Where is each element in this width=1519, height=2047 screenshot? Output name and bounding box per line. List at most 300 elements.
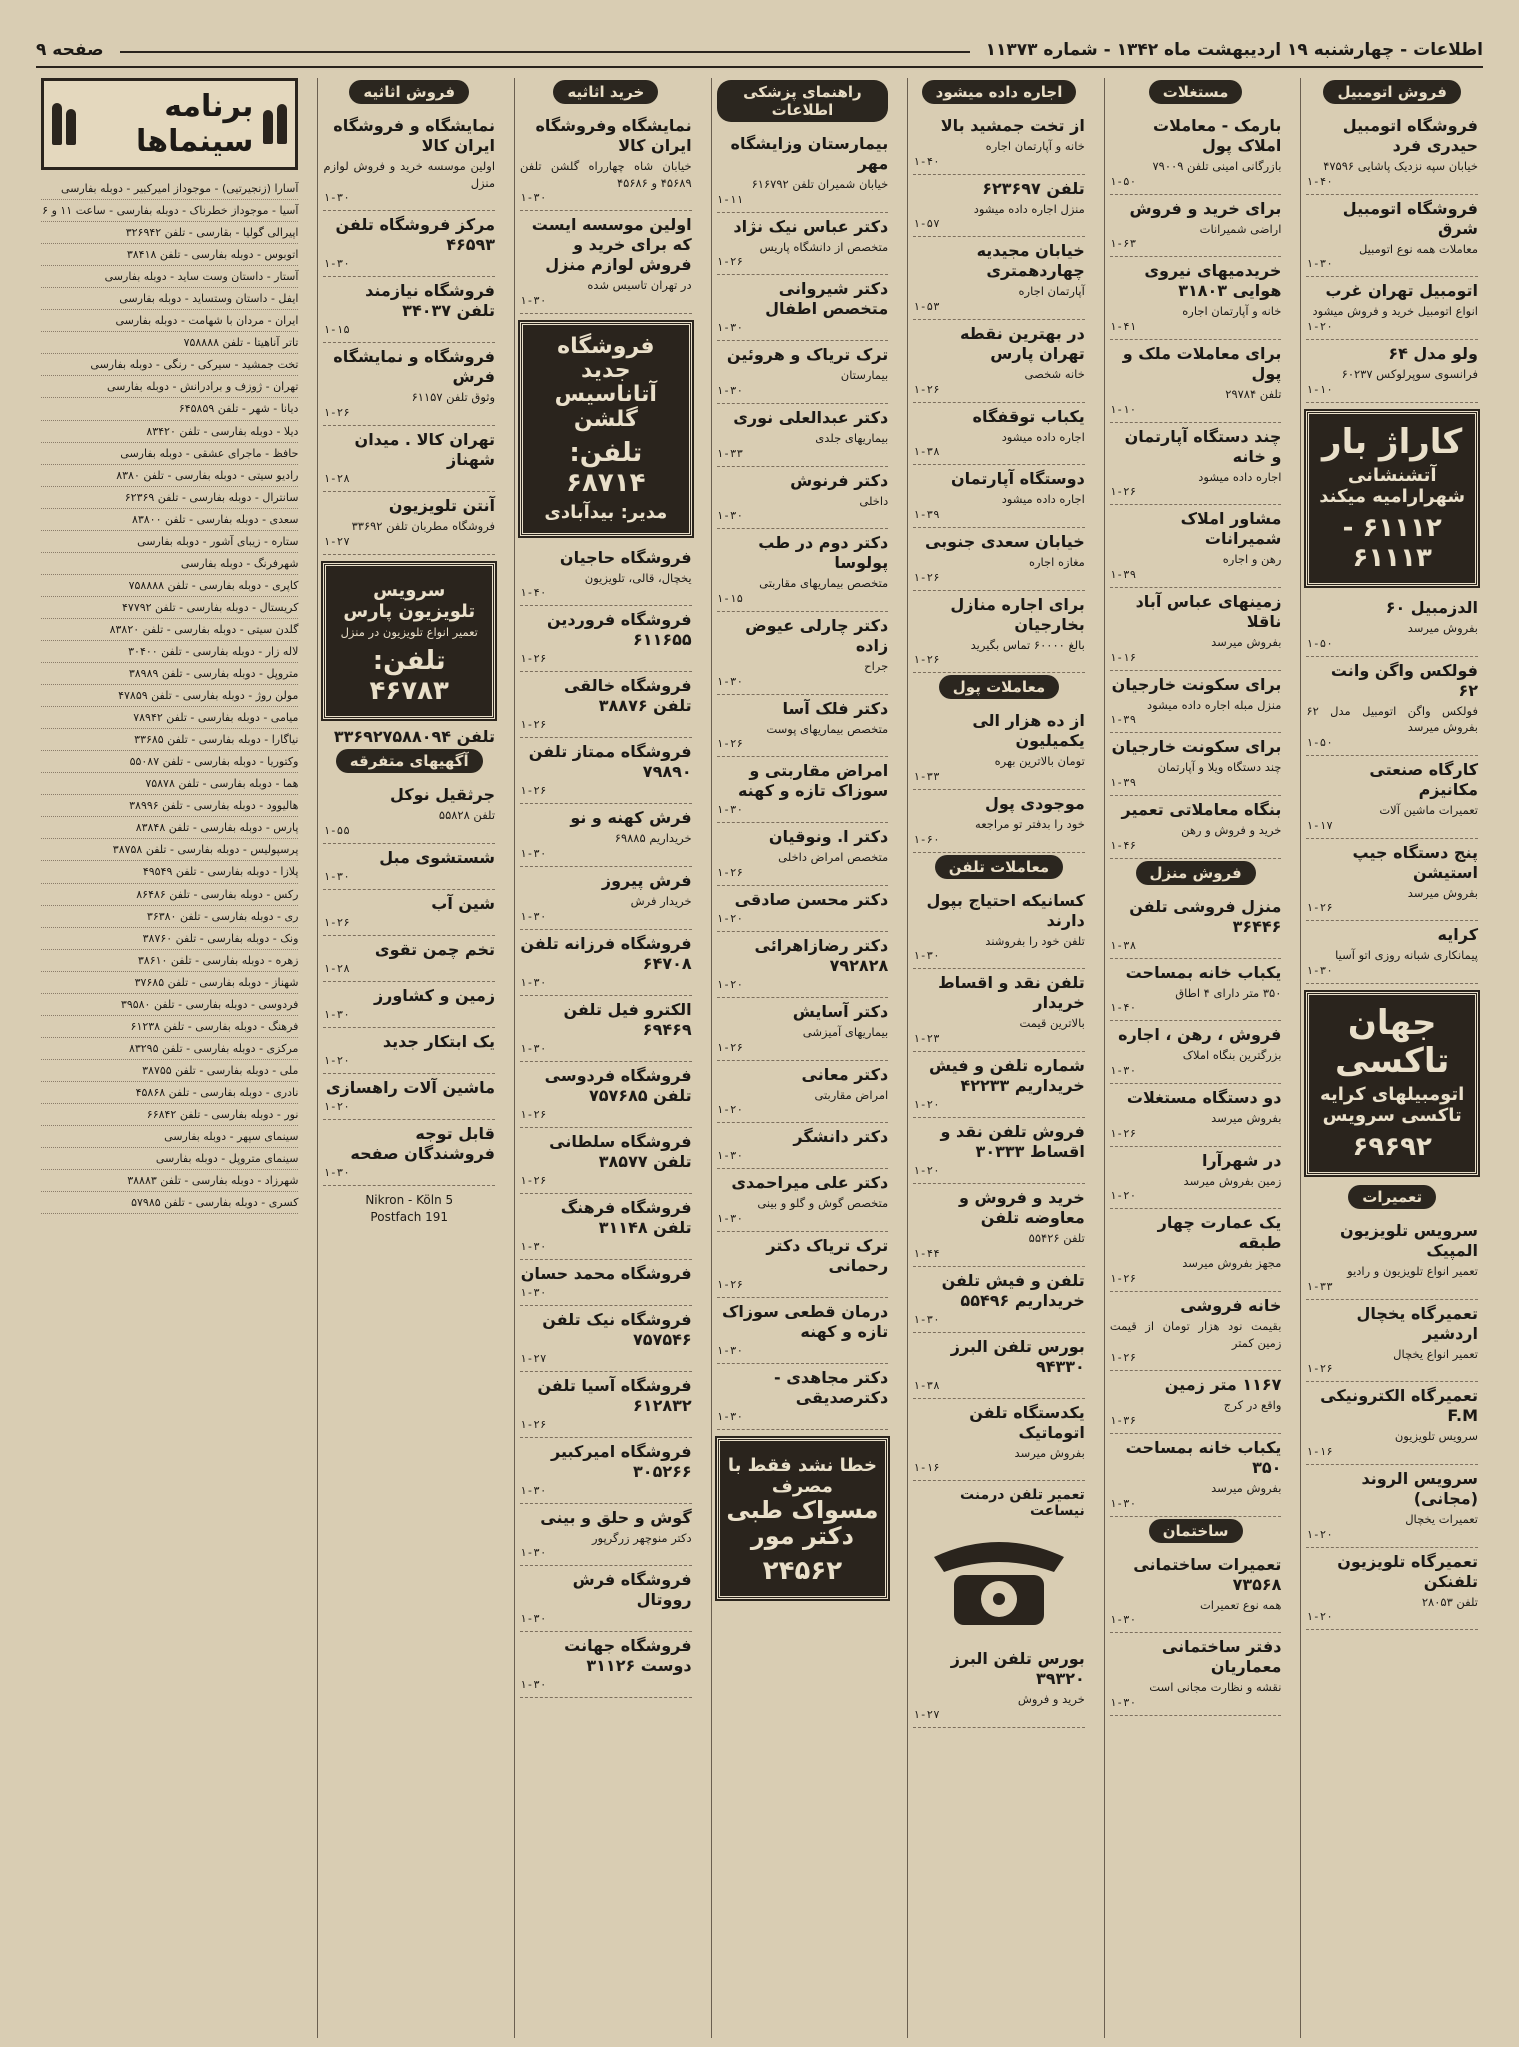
ad-code: ۱-۳۰ bbox=[913, 1312, 940, 1326]
ad-title: یکباب خانه بمساحت bbox=[1125, 962, 1282, 982]
person-icon bbox=[52, 103, 62, 145]
display-ad-phone: ۲۴۵۶۲ bbox=[762, 1555, 843, 1586]
ad-body: فروشگاه مطربان تلفن ۳۳۶۹۲ bbox=[351, 519, 496, 534]
ad-code: ۱-۳۸ bbox=[1109, 938, 1137, 952]
classified-ad bbox=[717, 130, 889, 213]
cinema-listing: ری - دوبله بفارسی - تلفن ۳۶۳۸۰ bbox=[41, 906, 298, 928]
ad-code: ۱-۳۰ bbox=[520, 1483, 547, 1497]
ad-code: ۱-۳۰ bbox=[520, 847, 547, 861]
ad-title: تهران کالا . میدان شهناز bbox=[354, 430, 496, 470]
classified-ad bbox=[1110, 588, 1282, 671]
classified-ad bbox=[520, 1194, 692, 1260]
classified-ad bbox=[1306, 921, 1478, 984]
ad-code: ۱-۳۰ bbox=[716, 509, 744, 523]
ad-body: داخلی bbox=[859, 493, 889, 508]
ad-title: امراض مقاربتی و سوزاک تازه و کهنه bbox=[737, 761, 889, 801]
cinema-listing: فرهنگ - دوبله بفارسی - تلفن ۶۱۲۳۸ bbox=[41, 1016, 298, 1038]
classified-ad bbox=[1110, 671, 1282, 734]
ad-body: بفروش میرسد bbox=[1407, 621, 1478, 636]
display-ad-phone: ۶۱۱۱۲ - ۶۱۱۱۳ bbox=[1342, 513, 1442, 574]
ad-code: ۱-۲۶ bbox=[716, 866, 744, 880]
cinema-listing: مولن روژ - دوبله بفارسی - تلفن ۴۷۸۵۹ bbox=[41, 685, 298, 707]
ad-body: آپارتمان اجاره bbox=[1018, 284, 1085, 299]
cinema-listing: پرسپولیس - دوبله بفارسی - تلفن ۳۸۷۵۸ bbox=[41, 839, 298, 861]
ad-code: ۱-۲۰ bbox=[323, 1100, 350, 1114]
ad-body: اراضی شمیرانات bbox=[1199, 221, 1282, 236]
ad-title: در شهرآرا bbox=[1201, 1150, 1282, 1170]
masthead bbox=[36, 40, 1483, 68]
ad-title: فولکس واگن وانت ۶۲ bbox=[1330, 660, 1478, 700]
ad-title: یک ابتکار جدید bbox=[382, 1032, 496, 1052]
ad-body: تعمیر انواع یخچال bbox=[1393, 1346, 1478, 1361]
ad-code: ۱-۲۰ bbox=[716, 1103, 744, 1117]
classified-ad bbox=[520, 996, 692, 1062]
ad-code: ۱-۵۰ bbox=[1109, 174, 1137, 188]
ad-body: انواع اتومبیل خرید و فروش میشود bbox=[1312, 304, 1478, 319]
ad-code: ۱-۱۷ bbox=[1306, 818, 1333, 832]
column-furniture-sale bbox=[317, 78, 500, 2038]
ad-title: اولین موسسه ایست که برای خرید و فروش لوازم منزل bbox=[531, 215, 692, 275]
classified-ad bbox=[717, 529, 889, 612]
ad-title: بیمارستان وزایشگاه مهر bbox=[730, 134, 889, 173]
classified-ad bbox=[913, 591, 1085, 674]
classified-ad bbox=[520, 867, 692, 930]
ad-body: خریداریم ۶۹۸۸۵ bbox=[614, 831, 692, 846]
ad-code: ۱-۲۰ bbox=[913, 1164, 940, 1178]
ad-title: دکتر شیروانی متخصص اطفال bbox=[765, 279, 889, 319]
classified-ad bbox=[717, 341, 889, 404]
person-icon bbox=[66, 109, 76, 145]
ad-title: فروشگاه و نمایشگاه فرش bbox=[333, 347, 496, 387]
ad-code: ۱-۳۰ bbox=[323, 1008, 350, 1022]
telephone-icon bbox=[914, 1527, 1084, 1637]
classified-ad bbox=[1110, 796, 1282, 859]
ad-body: فرانسوی سوپرلوکس ۶۰۲۳۷ bbox=[1341, 367, 1478, 382]
ad-code: ۱-۲۰ bbox=[323, 1054, 350, 1068]
ad-code: ۱-۲۶ bbox=[913, 382, 940, 396]
ad-title: تلفن و فیش تلفن خریداریم ۵۵۴۹۶ bbox=[941, 1270, 1085, 1310]
ad-body: سرویس تلویزیون bbox=[1394, 1429, 1478, 1444]
classified-ad bbox=[913, 1333, 1085, 1399]
ad-title: ترک تریاک و هروئین bbox=[726, 345, 889, 365]
ad-title: بورس تلفن البرز ۹۴۳۳۰ bbox=[950, 1336, 1085, 1376]
phone-repair-caption: تعمیر تلفن درمنت نیساعت bbox=[960, 1487, 1085, 1520]
classified-ad bbox=[1110, 257, 1282, 340]
classified-ad bbox=[717, 213, 889, 276]
classified-ad bbox=[520, 1128, 692, 1194]
classified-ad bbox=[1306, 594, 1478, 657]
cinema-listing: تخت جمشید - سیرکی - رنگی - دوبله بفارسی bbox=[41, 354, 298, 376]
ad-title: برای سکونت خارجیان bbox=[1111, 674, 1282, 694]
ad-code: ۱-۲۶ bbox=[520, 1173, 547, 1187]
classified-ad bbox=[1110, 1371, 1282, 1434]
ad-body: واقع در کرج bbox=[1223, 1398, 1282, 1413]
ad-body: بفروش میرسد bbox=[1211, 1111, 1282, 1126]
cinema-listing: رکس - دوبله بفارسی - تلفن ۸۶۴۸۶ bbox=[41, 884, 298, 906]
ad-title: کسانیکه احتیاج بپول دارند bbox=[926, 890, 1085, 930]
ad-code: ۱-۳۰ bbox=[520, 1285, 547, 1299]
ad-code: ۱-۲۶ bbox=[323, 406, 350, 420]
ad-code: ۱-۳۰ bbox=[520, 191, 547, 205]
ad-title: بورس تلفن البرز ۳۹۳۲۰ bbox=[950, 1649, 1085, 1689]
ad-title: شستشوی مبل bbox=[379, 848, 496, 868]
ad-title: برای معاملات ملک و پول bbox=[1122, 344, 1282, 384]
ad-body: خرید و فروش bbox=[1017, 1692, 1085, 1707]
ad-title: فروشگاه فرهنگ تلفن ۳۱۱۴۸ bbox=[560, 1197, 692, 1237]
ad-title: شین آب bbox=[431, 894, 496, 914]
ad-code: ۱-۲۰ bbox=[1109, 1189, 1137, 1203]
classified-ad bbox=[913, 320, 1085, 403]
ad-code: ۱-۳۰ bbox=[520, 1239, 547, 1253]
ad-code: ۱-۲۸ bbox=[323, 962, 350, 976]
display-ad-tv-service bbox=[323, 563, 495, 720]
ad-title: تلفن نقد و اقساط خریدار bbox=[938, 973, 1085, 1013]
ad-code: ۱-۲۶ bbox=[520, 718, 547, 732]
ad-title: دکتر معانی bbox=[801, 1064, 889, 1084]
ad-code: ۱-۲۰ bbox=[716, 978, 744, 992]
ad-code: ۱-۱۰ bbox=[1109, 402, 1137, 416]
ad-code: ۱-۲۶ bbox=[1306, 901, 1333, 915]
ad-code: ۱-۲۶ bbox=[716, 255, 744, 269]
ad-code: ۱-۳۰ bbox=[520, 975, 547, 989]
ad-title: فرش پیروز bbox=[601, 871, 692, 891]
ad-code: ۱-۱۶ bbox=[1306, 1444, 1333, 1458]
ad-code: ۱-۲۳ bbox=[913, 1032, 940, 1046]
ad-code: ۱-۳۰ bbox=[716, 1212, 744, 1226]
classified-ad bbox=[323, 211, 495, 277]
ad-title: در بهترین نقطه تهران پارس bbox=[959, 324, 1085, 364]
section-header-car-sales: فروش اتومبیل bbox=[1323, 80, 1461, 104]
classified-ad bbox=[1110, 1084, 1282, 1147]
section-header-medical: راهنمای پزشکی اطلاعات bbox=[717, 80, 889, 122]
ad-code: ۱-۳۰ bbox=[323, 257, 350, 271]
ad-title: زمینهای عباس آباد ناقلا bbox=[1135, 592, 1282, 632]
cinema-listing: سینمای متروپل - دوبله بفارسی bbox=[41, 1148, 298, 1170]
cinema-listing: مرکزی - دوبله بفارسی - تلفن ۸۳۲۹۵ bbox=[41, 1038, 298, 1060]
ad-code: ۱-۲۷ bbox=[520, 1351, 547, 1365]
ad-title: سرویس الروند (مجانی) bbox=[1361, 1468, 1478, 1508]
classified-ad bbox=[520, 211, 692, 314]
ad-title: مشاور املاک شمیرانات bbox=[1180, 509, 1282, 549]
ad-title: تعمیرگاه الکترونیکی F.M bbox=[1320, 1386, 1478, 1426]
ad-title: فروشگاه فرزانه تلفن ۶۴۷۰۸ bbox=[520, 933, 692, 973]
cinema-listing: ونک - دوبله بفارسی - تلفن ۳۸۷۶۰ bbox=[41, 928, 298, 950]
ad-code: ۱-۲۶ bbox=[520, 784, 547, 798]
cinema-list bbox=[41, 178, 298, 1214]
cinema-listing: ملی - دوبله بفارسی - تلفن ۳۸۷۵۵ bbox=[41, 1060, 298, 1082]
ad-code: ۱-۳۰ bbox=[323, 1166, 350, 1180]
car-ads-list bbox=[1306, 112, 1478, 403]
ad-body: خانه و آپارتمان اجاره bbox=[1182, 304, 1282, 319]
ad-code: ۱-۳۰ bbox=[716, 1410, 744, 1424]
ad-code: ۱-۳۰ bbox=[1306, 964, 1333, 978]
classified-ad bbox=[1110, 1209, 1282, 1292]
ad-code: ۱-۳۳ bbox=[913, 770, 940, 784]
section-header-construction: ساختمان bbox=[1149, 1519, 1243, 1543]
ad-title: فروشگاه فردوسی تلفن ۷۵۷۶۸۵ bbox=[544, 1065, 692, 1105]
ad-title: دکتر رضازاهرائی ۷۹۲۸۲۸ bbox=[754, 936, 889, 976]
ad-code: ۱-۲۷ bbox=[913, 1708, 940, 1722]
ad-code: ۱-۱۶ bbox=[1109, 650, 1137, 664]
ad-code: ۱-۳۰ bbox=[1306, 257, 1333, 271]
ad-title: دکتر آسایش bbox=[792, 1002, 889, 1022]
ad-title: فروشگاه محمد حسان bbox=[520, 1263, 692, 1283]
section-header-real-estate: مستغلات bbox=[1149, 80, 1243, 104]
cinema-listing: شهرفرنگ - دوبله بفارسی bbox=[41, 553, 298, 575]
classified-ad bbox=[717, 695, 889, 758]
ad-body: اجاره داده میشود bbox=[1001, 492, 1085, 507]
ad-title: بنگاه معاملاتی تعمیر bbox=[1121, 800, 1282, 820]
classified-ad bbox=[1110, 423, 1282, 506]
ad-code: ۱-۳۰ bbox=[716, 674, 744, 688]
ad-code: ۱-۲۶ bbox=[1109, 485, 1137, 499]
ad-body: بالغ ۶۰۰۰۰ تماس بگیرید bbox=[970, 637, 1085, 652]
cinema-listing: هالیوود - دوبله بفارسی - تلفن ۳۸۹۹۶ bbox=[41, 795, 298, 817]
ad-code: ۱-۳۰ bbox=[716, 803, 744, 817]
ad-title: دکتر عبدالعلی نوری bbox=[733, 408, 889, 428]
ad-body: بالاترین قیمت bbox=[1019, 1016, 1085, 1031]
ad-title: اتومبیل تهران غرب bbox=[1325, 281, 1478, 301]
ad-code: ۱-۴۰ bbox=[520, 586, 547, 600]
classified-ad bbox=[323, 426, 495, 492]
column-cinema-program bbox=[36, 78, 303, 2038]
classified-ad bbox=[323, 1120, 495, 1186]
ad-title: شماره تلفن و فیش خریداریم ۴۲۲۳۳ bbox=[928, 1056, 1085, 1096]
ad-body: بفروش میرسد bbox=[1211, 635, 1282, 650]
masthead-page-number: صفحه ۹ bbox=[36, 40, 104, 60]
address-line: Postfach 191 bbox=[370, 1209, 449, 1224]
column-medical bbox=[711, 78, 894, 2038]
ad-code: ۱-۳۹ bbox=[1109, 568, 1137, 582]
classified-ad bbox=[717, 1364, 889, 1430]
ad-title: فروشگاه نیک تلفن ۷۵۷۵۴۶ bbox=[542, 1309, 692, 1349]
cinema-listing: ایران - مردان با شهامت - دوبله بفارسی bbox=[41, 310, 298, 332]
cinema-listing: حافظ - ماجرای عشقی - دوبله بفارسی bbox=[41, 443, 298, 465]
classified-ad bbox=[717, 1061, 889, 1124]
ad-code: ۱-۳۰ bbox=[520, 294, 547, 308]
ad-code: ۱-۶۰ bbox=[913, 832, 940, 846]
ad-body: مجهز بفروش میرسد bbox=[1182, 1256, 1282, 1271]
ad-body: اجاره داده میشود bbox=[1001, 429, 1085, 444]
cinema-listing: نادری - دوبله بفارسی - تلفن ۴۵۸۶۸ bbox=[41, 1082, 298, 1104]
classified-ad bbox=[913, 112, 1085, 175]
ad-code: ۱-۴۱ bbox=[1109, 320, 1137, 334]
ad-title: دکتر مجاهدی - دکترصدیقی bbox=[773, 1368, 889, 1408]
ad-code: ۱-۴۰ bbox=[1109, 1001, 1137, 1015]
classified-ad bbox=[913, 1118, 1085, 1184]
classified-ad bbox=[1110, 959, 1282, 1022]
ad-title: فروشگاه آسیا تلفن ۶۱۲۸۳۲ bbox=[537, 1375, 692, 1415]
ad-code: ۱-۶۳ bbox=[1109, 237, 1137, 251]
display-ad-title: سرویس تلویزیون پارس bbox=[343, 579, 476, 622]
ad-title: دکتر دانشگر bbox=[793, 1127, 889, 1147]
ad-title: از تخت جمشید بالا bbox=[940, 116, 1085, 135]
repair-ads-list bbox=[1306, 1217, 1478, 1630]
ad-body: متخصص امراض داخلی bbox=[778, 850, 889, 865]
cinema-listing: ایفل - داستان وستساید - دوبله بفارسی bbox=[41, 288, 298, 310]
cinema-listing: کریستال - دوبله بفارسی - تلفن ۴۷۷۹۲ bbox=[41, 597, 298, 619]
classified-ad bbox=[323, 890, 495, 936]
ad-code: ۱-۴۴ bbox=[913, 1246, 940, 1260]
classified-ad bbox=[323, 844, 495, 890]
cinema-listing: وکتوریا - دوبله بفارسی - تلفن ۵۵۰۸۷ bbox=[41, 751, 298, 773]
ad-title: نمایشگاه وفروشگاه ایران کالا bbox=[535, 116, 692, 155]
ad-body: تلفن ۲۸۰۵۳ bbox=[1421, 1594, 1478, 1609]
german-address bbox=[323, 1192, 495, 1226]
classified-ad bbox=[520, 1306, 692, 1372]
classified-ad bbox=[323, 936, 495, 982]
display-ad-garage bbox=[1306, 411, 1478, 586]
ad-body: خیابان شاه چهارراه گلشن تلفن ۴۵۶۸۹ و ۴۵۶۸۶ bbox=[520, 159, 692, 190]
display-ad-manager: مدیر: بیدآبادی bbox=[544, 501, 668, 523]
ad-title: چند دستگاه آپارتمان و خانه bbox=[1124, 426, 1282, 466]
ad-body: همه نوع تعمیرات bbox=[1199, 1597, 1282, 1612]
ad-code: ۱-۲۰ bbox=[1306, 1527, 1333, 1541]
ad-body: تلفن ۵۵۸۲۸ bbox=[438, 808, 496, 823]
ad-title: خریدمیهای نیروی هوایی ۳۱۸۰۳ bbox=[1144, 261, 1282, 301]
ad-title: خیابان مجیدیه چهاردهمتری bbox=[976, 241, 1085, 281]
ad-code: ۱-۲۶ bbox=[716, 1278, 744, 1292]
ad-body: مغازه اجاره bbox=[1028, 555, 1085, 570]
classified-ad bbox=[520, 1372, 692, 1438]
cinema-listing: نیاگارا - دوبله بفارسی - تلفن ۳۳۶۸۵ bbox=[41, 729, 298, 751]
ad-code: ۱-۲۶ bbox=[716, 1040, 744, 1054]
ad-title: فروشگاه فرش رووتال bbox=[572, 1570, 692, 1610]
display-ad-title: خطا نشد فقط با مصرف bbox=[727, 1455, 877, 1498]
ad-body: امراض مقاربتی bbox=[814, 1087, 889, 1102]
ad-code: ۱-۲۶ bbox=[1109, 1126, 1137, 1140]
ad-title: فروش تلفن نقد و اقساط ۳۰۳۳۳ bbox=[940, 1122, 1085, 1162]
ad-body: رهن و اجاره bbox=[1222, 552, 1282, 567]
cinema-listing: زهره - دوبله بفارسی - تلفن ۳۸۶۱۰ bbox=[41, 950, 298, 972]
classified-ad bbox=[913, 707, 1085, 790]
ad-code: ۱-۵۵ bbox=[323, 824, 350, 838]
classified-ad bbox=[1306, 1382, 1478, 1465]
classified-ad bbox=[1306, 657, 1478, 756]
display-ad-taxi bbox=[1306, 992, 1478, 1175]
cinema-listing: تاتر آناهیتا - تلفن ۷۵۸۸۸۸ bbox=[41, 332, 298, 354]
ad-title: کرایه bbox=[1437, 925, 1478, 945]
audience-icon bbox=[52, 103, 76, 145]
ad-body: بفروش میرسد bbox=[1407, 885, 1478, 900]
ad-title: برای سکونت خارجیان bbox=[1111, 737, 1282, 757]
ad-title: کارگاه صنعتی مکانیزم bbox=[1369, 760, 1478, 800]
display-ad-furniture-store bbox=[520, 322, 692, 536]
classified-ad bbox=[520, 1504, 692, 1567]
ad-title: تلفن ۶۲۳۶۹۷ bbox=[982, 178, 1085, 198]
classified-ad bbox=[323, 781, 495, 844]
classified-ad bbox=[520, 1438, 692, 1504]
ad-title: تعمیرگاه تلویزیون تلفنکن bbox=[1337, 1551, 1478, 1591]
classified-ad bbox=[323, 1028, 495, 1074]
ad-body: تعمیرات ماشین آلات bbox=[1379, 803, 1478, 818]
display-ad-title: کاراژ بار bbox=[1322, 421, 1463, 462]
column-furniture-purchase bbox=[514, 78, 697, 2038]
classified-ad bbox=[520, 672, 692, 738]
ad-title: فروشگاه خالقی تلفن ۳۸۸۷۶ bbox=[563, 676, 692, 716]
ad-code: ۱-۳۰ bbox=[716, 384, 744, 398]
ad-body: اجاره داده میشود bbox=[1198, 469, 1282, 484]
ad-title: دوستگاه آپارتمان bbox=[950, 469, 1085, 489]
classified-ad bbox=[1110, 1147, 1282, 1210]
cinema-listing: تهران - ژوزف و برادرانش - دوبله بفارسی bbox=[41, 376, 298, 398]
classified-ad bbox=[1110, 112, 1282, 195]
classified-ad bbox=[323, 492, 495, 555]
classified-ad bbox=[1110, 1551, 1282, 1634]
cinema-listing: پلازا - دوبله بفارسی - تلفن ۴۹۵۴۹ bbox=[41, 861, 298, 883]
classified-ad bbox=[1306, 195, 1478, 278]
classified-ad bbox=[323, 982, 495, 1028]
cinema-listing: لاله زار - دوبله بفارسی - تلفن ۳۰۴۰۰ bbox=[41, 641, 298, 663]
ad-code: ۱-۲۰ bbox=[1306, 1610, 1333, 1624]
ad-body: وثوق تلفن ۶۱۱۵۷ bbox=[411, 390, 496, 405]
ad-body: منزل مبله اجاره داده میشود bbox=[1147, 697, 1282, 712]
ad-body: چند دستگاه ویلا و آپارتمان bbox=[1157, 760, 1282, 775]
ad-body: متخصص گوش و گلو و بینی bbox=[757, 1196, 889, 1211]
ad-body: خیابان شمیران تلفن ۶۱۶۷۹۲ bbox=[751, 177, 889, 191]
classified-ad bbox=[717, 1123, 889, 1169]
ad-title: فرش کهنه و نو bbox=[570, 808, 692, 828]
audience-icon bbox=[263, 104, 287, 144]
ad-title: فروشگاه حاجیان bbox=[559, 547, 692, 567]
ad-title: برای خرید و فروش bbox=[1129, 198, 1282, 218]
ad-code: ۱-۳۰ bbox=[520, 1546, 547, 1560]
cinema-listing: نور - دوبله بفارسی - تلفن ۶۶۸۴۲ bbox=[41, 1104, 298, 1126]
ad-title: تعمیرات ساختمانی ۷۳۵۶۸ bbox=[1133, 1554, 1282, 1594]
ad-title: قابل توجه فروشندگان صفحه bbox=[350, 1124, 496, 1164]
ad-title: مرکز فروشگاه تلفن ۴۶۵۹۳ bbox=[335, 215, 496, 255]
classified-ad bbox=[913, 1052, 1085, 1118]
ad-title: الکترو فیل تلفن ۶۹۴۶۹ bbox=[563, 999, 692, 1039]
ad-code: ۱-۲۰ bbox=[716, 912, 744, 926]
cinema-listing: کسری - دوبله بفارسی - تلفن ۵۷۹۸۵ bbox=[41, 1192, 298, 1214]
ad-code: ۱-۳۰ bbox=[716, 1344, 744, 1358]
column-car-sales bbox=[1300, 78, 1483, 2038]
section-header-furniture-sale: فروش اثاثیه bbox=[349, 80, 469, 104]
classified-ad bbox=[323, 343, 495, 426]
cinema-listing: هما - دوبله بفارسی - تلفن ۷۵۸۷۸ bbox=[41, 773, 298, 795]
classified-ad bbox=[1110, 1292, 1282, 1371]
ad-title: دکتر دوم در طب پولوسا bbox=[758, 533, 889, 573]
ad-body: ۳۵۰ متر دارای ۴ اطاق bbox=[1175, 985, 1282, 1000]
section-header-furniture-purchase: خرید اثاثیه bbox=[553, 80, 658, 104]
cinema-listing: میامی - دوبله بفارسی - تلفن ۷۸۹۴۲ bbox=[41, 707, 298, 729]
masthead-rule bbox=[120, 51, 970, 53]
classified-ad bbox=[520, 1632, 692, 1698]
classified-ad bbox=[520, 606, 692, 672]
ad-title: یکدستگاه تلفن اتوماتیک bbox=[969, 1402, 1085, 1442]
cinema-listing: شهرزاد - دوبله بفارسی - تلفن ۳۸۸۸۳ bbox=[41, 1170, 298, 1192]
ad-body: خریدار فرش bbox=[630, 894, 692, 909]
classified-ad bbox=[717, 823, 889, 886]
classified-ad bbox=[717, 1232, 889, 1298]
classified-ad bbox=[323, 1074, 495, 1120]
ad-body: تومان بالاترین بهره bbox=[994, 754, 1085, 769]
ad-code: ۱-۱۱ bbox=[716, 192, 744, 206]
ad-code: ۱-۳۶ bbox=[1109, 1414, 1137, 1428]
section-header-house-sales: فروش منزل bbox=[1136, 861, 1256, 885]
ad-title: تخم چمن تقوی bbox=[374, 940, 496, 960]
ad-title: سرویس تلویزیون المپیک bbox=[1339, 1220, 1478, 1260]
ad-code: ۱-۳۰ bbox=[323, 191, 350, 205]
display-ad-title: جهان تاکسی bbox=[1335, 1003, 1450, 1081]
ad-code: ۱-۳۰ bbox=[520, 1041, 547, 1055]
classified-ad bbox=[520, 1566, 692, 1632]
ad-body: تعمیر انواع تلویزیون و رادیو bbox=[1347, 1263, 1478, 1278]
classified-ad bbox=[1306, 112, 1478, 195]
ad-title: خانه فروشی bbox=[1180, 1296, 1282, 1316]
ad-body: بیمارستان bbox=[840, 368, 889, 383]
